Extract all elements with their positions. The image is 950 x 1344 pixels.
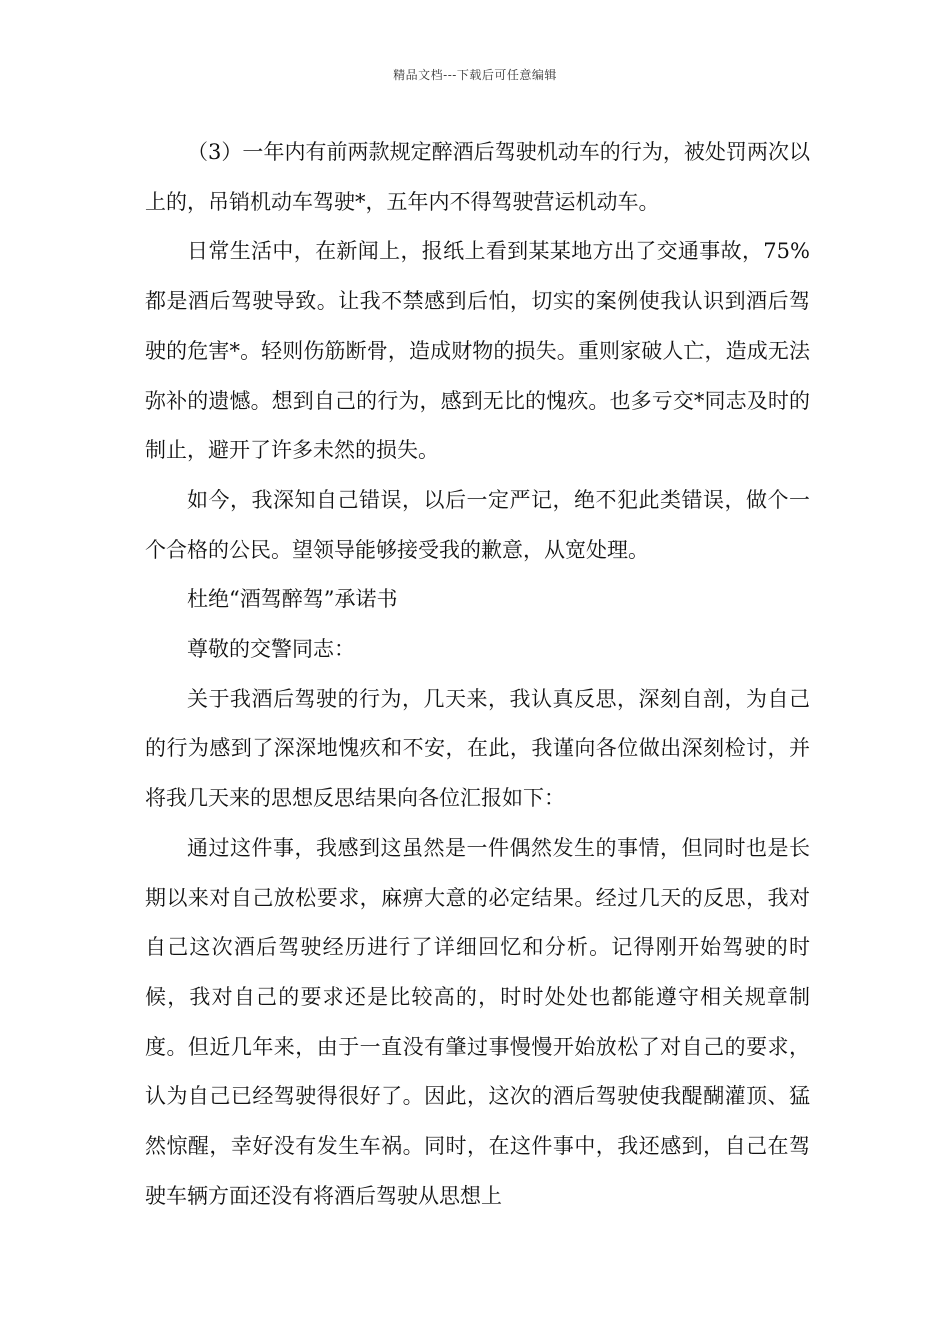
document-body — [145, 128, 810, 1221]
paragraph-penalty-clause: （3）一年内有前两款规定醉酒后驾驶机动车的行为，被处罚两次以上的，吊销机动车驾驶*，五年内不得驾驶营运机动车。 — [145, 140, 810, 214]
paragraph-analysis: 通过这件事，我感到这虽然是一件偶然发生的事情，但同时也是长期以来对自己放松要求，麻痹大意的必定结果。经过几天的反思，我对自己这次酒后驾驶经历进行了详细回忆和分析。记得刚开始驾驶的时候，我对自己的要求还是比较高的，时时处处也都能遵守相关规章制度。但近几年来，由于一直没有肇过事慢慢开始放松了对自己的要求，认为自己已经驾驶得很好了。因此，这次的酒后驾驶使我醍醐灌顶、猛然惊醒，幸好没有发生车祸。同时，在这件事中，我还感到，自己在驾驶车辆方面还没有将酒后驾驶从思想上 — [145, 835, 810, 1208]
paragraph-daily-life: 日常生活中，在新闻上，报纸上看到某某地方出了交通事故，75%都是酒后驾驶导致。让我不禁感到后怕，切实的案例使我认识到酒后驾驶的危害*。轻则伤筋断骨，造成财物的损失。重则家破人亡，造成无法弥补的遗憾。想到自己的行为，感到无比的愧疚。也多亏交*同志及时的制止，避开了许多未然的损失。 — [145, 239, 810, 463]
salutation: 尊敬的交警同志： — [187, 637, 355, 662]
paragraph-reflection: 关于我酒后驾驶的行为，几天来，我认真反思，深刻自剖，为自己的行为感到了深深地愧疚和不安，在此，我谨向各位做出深刻检讨，并将我几天来的思想反思结果向各位汇报如下： — [145, 686, 810, 811]
paragraph-resolution: 如今，我深知自己错误，以后一定严记，绝不犯此类错误，做个一个合格的公民。望领导能够接受我的歉意，从宽处理。 — [145, 487, 810, 562]
page-header: 精品文档---下载后可任意编辑 — [393, 68, 557, 82]
section-title-pledge: 杜绝“酒驾醉驾”承诺书 — [187, 587, 398, 612]
